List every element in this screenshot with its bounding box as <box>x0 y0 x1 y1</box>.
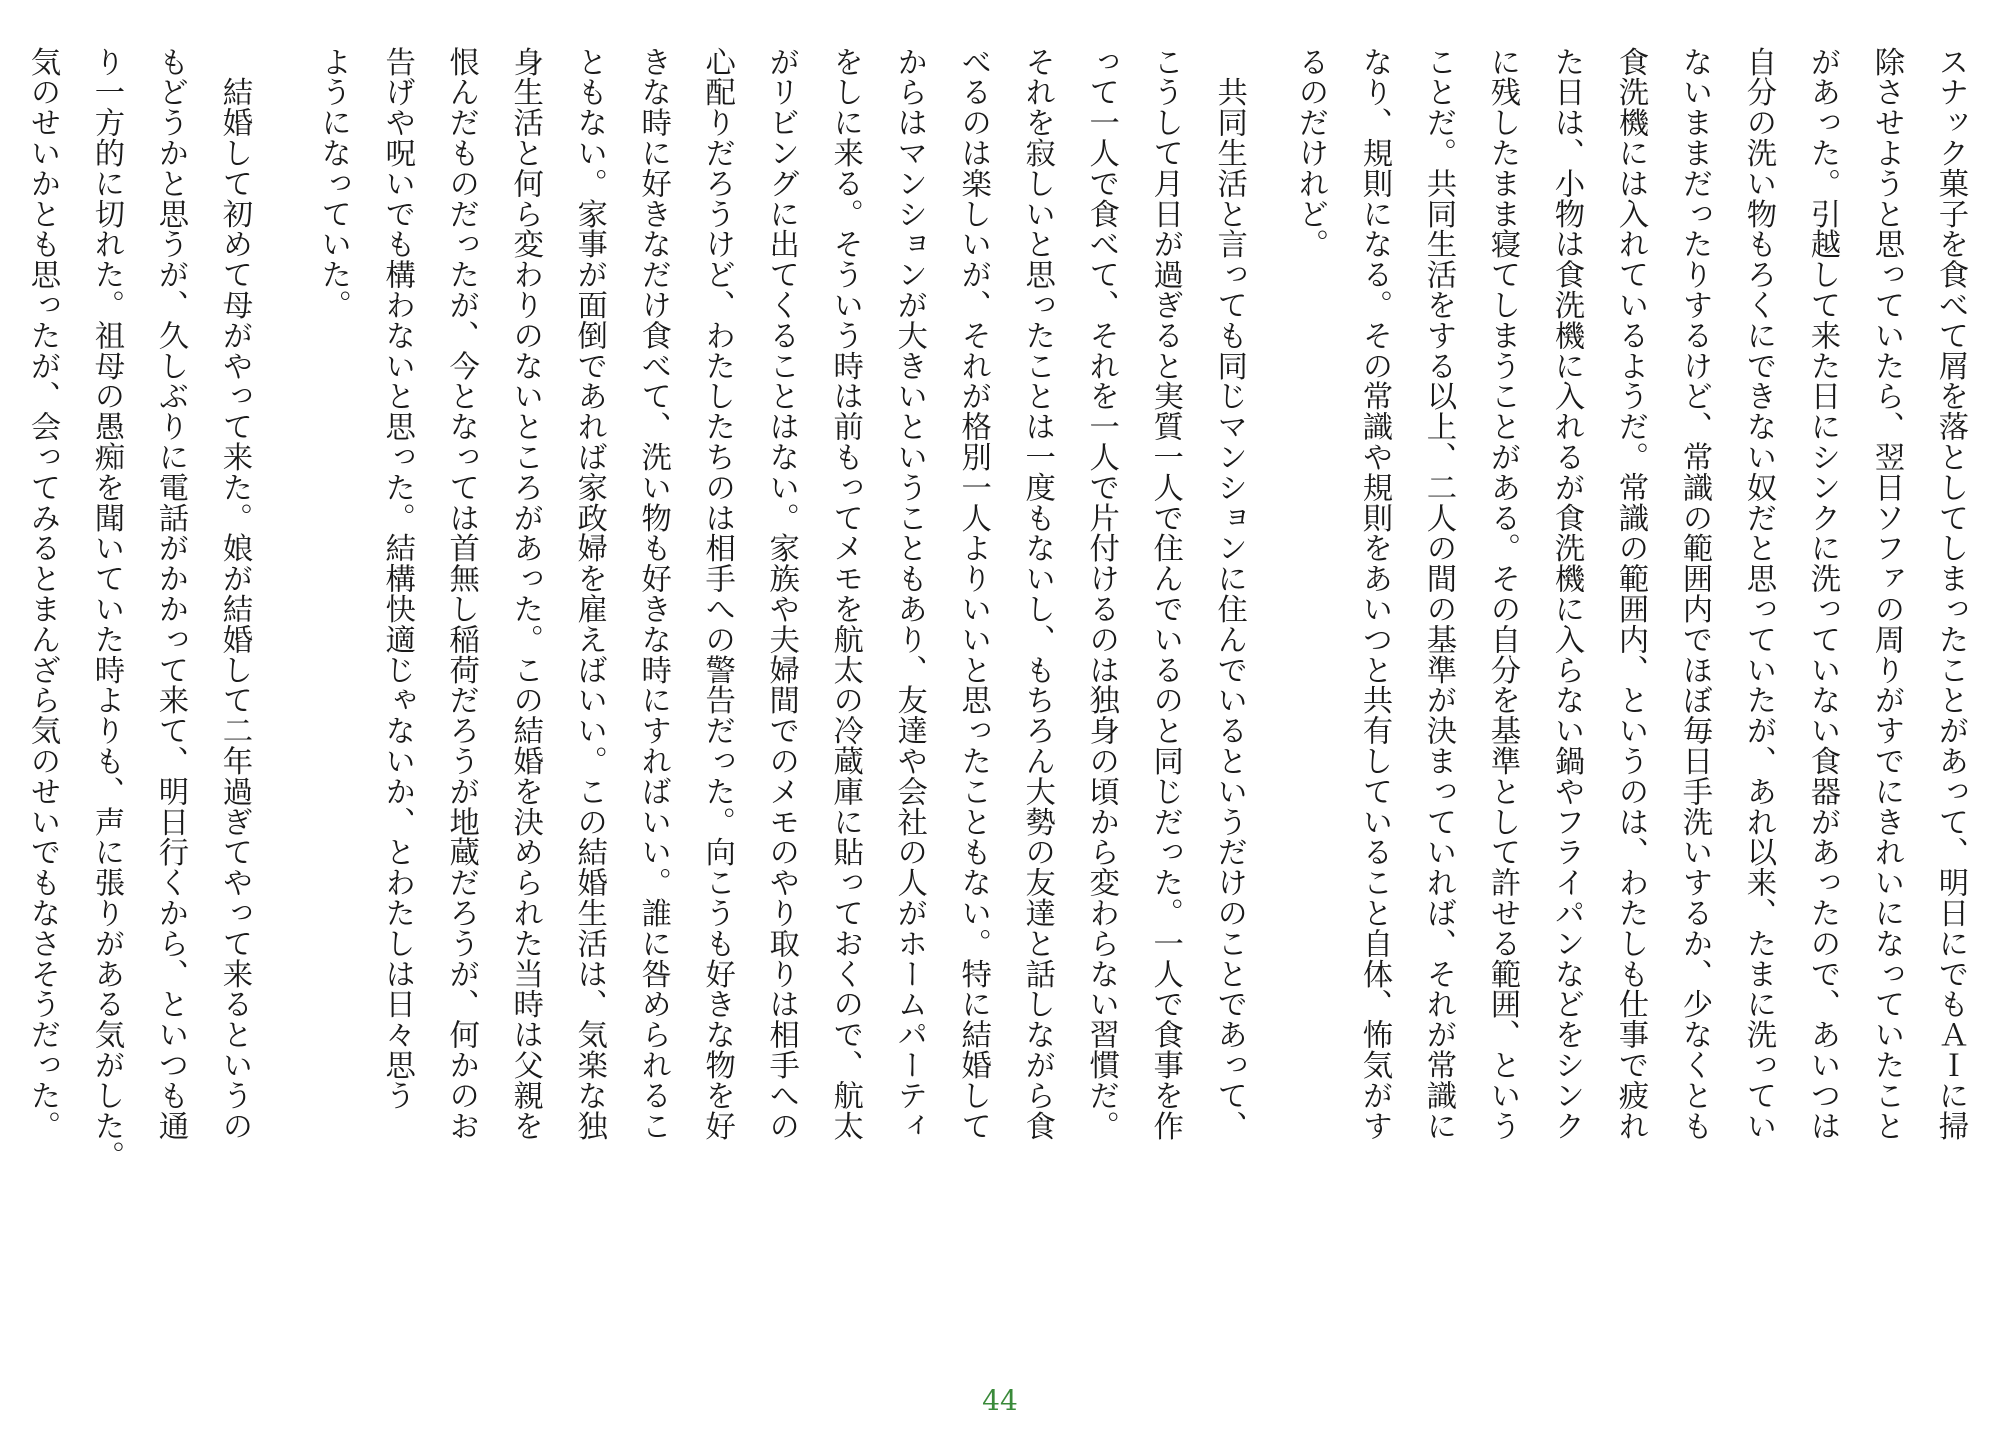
text-column: それを寂しいと思ったことは一度もないし、もちろん大勢の友達と話しながら食 <box>1019 46 1055 1141</box>
text-column: スナック菓子を食べて屑を落としてしまったことがあって、明日にでもＡＩに掃 <box>1932 46 1968 1141</box>
text-column: がリビングに出てくることはない。家族や夫婦間でのメモのやり取りは相手への <box>763 46 799 1141</box>
text-column: た日は、小物は食洗機に入れるが食洗機に入らない鍋やフライパンなどをシンク <box>1548 46 1584 1141</box>
text-column: 恨んだものだったが、今となっては首無し稲荷だろうが地蔵だろうが、何かのお <box>443 46 479 1141</box>
text-column: に残したまま寝てしまうことがある。その自分を基準として許せる範囲、という <box>1484 46 1520 1141</box>
text-column: 共同生活と言っても同じマンションに住んでいるというだけのことであって、 <box>1211 46 1247 1141</box>
text-column: 身生活と何ら変わりのないところがあった。この結婚を決められた当時は父親を <box>507 46 543 1141</box>
text-column: べるのは楽しいが、それが格別一人よりいいと思ったこともない。特に結婚して <box>955 46 991 1141</box>
text-column: り一方的に切れた。祖母の愚痴を聞いていた時よりも、声に張りがある気がした。 <box>89 46 124 1171</box>
text-column: 除させようと思っていたら、翌日ソファの周りがすでにきれいになっていたこと <box>1868 46 1904 1141</box>
text-column: 自分の洗い物もろくにできない奴だと思っていたが、あれ以来、たまに洗ってい <box>1740 46 1776 1141</box>
text-column: があった。引越して来た日にシンクに洗っていない食器があったので、あいつは <box>1804 46 1840 1141</box>
text-column: 告げや呪いでも構わないと思った。結構快適じゃないか、とわたしは日々思う <box>379 46 415 1110</box>
text-column: ともない。家事が面倒であれば家政婦を雇えばいい。この結婚生活は、気楽な独 <box>571 46 607 1141</box>
text-column: なり、規則になる。その常識や規則をあいつと共有していること自体、怖気がす <box>1356 46 1392 1141</box>
text-column: こうして月日が過ぎると実質一人で住んでいるのと同じだった。一人で食事を作 <box>1147 46 1183 1141</box>
text-column: ないままだったりするけど、常識の範囲内でほぼ毎日手洗いするか、少なくとも <box>1676 46 1712 1141</box>
text-column: るのだけれど。 <box>1292 46 1328 259</box>
text-column: 結婚して初めて母がやって来た。娘が結婚して二年過ぎてやって来るというの <box>217 46 252 1141</box>
page-number: 44 <box>982 1384 1018 1417</box>
text-column: きな時に好きなだけ食べて、洗い物も好きな時にすればいい。誰に咎められるこ <box>635 46 671 1141</box>
text-column: 心配りだろうけど、わたしたちのは相手への警告だった。向こうも好きな物を好 <box>699 46 735 1141</box>
text-column: ことだ。共同生活をする以上、二人の間の基準が決まっていれば、それが常識に <box>1420 46 1456 1141</box>
text-column: って一人で食べて、それを一人で片付けるのは独身の頃から変わらない習慣だ。 <box>1083 46 1119 1141</box>
text-column: もどうかと思うが、久しぶりに電話がかかって来て、明日行くから、といつも通 <box>153 46 188 1141</box>
text-column: からはマンションが大きいということもあり、友達や会社の人がホームパーティ <box>891 46 927 1141</box>
text-column: 気のせいかとも思ったが、会ってみるとまんざら気のせいでもなさそうだった。 <box>25 46 60 1141</box>
text-column: をしに来る。そういう時は前もってメモを航太の冷蔵庫に貼っておくので、航太 <box>827 46 863 1141</box>
vertical-text-block <box>10 46 1982 1376</box>
text-column: 食洗機には入れているようだ。常識の範囲内、というのは、わたしも仕事で疲れ <box>1612 46 1648 1141</box>
text-column: ようになっていた。 <box>315 46 351 320</box>
